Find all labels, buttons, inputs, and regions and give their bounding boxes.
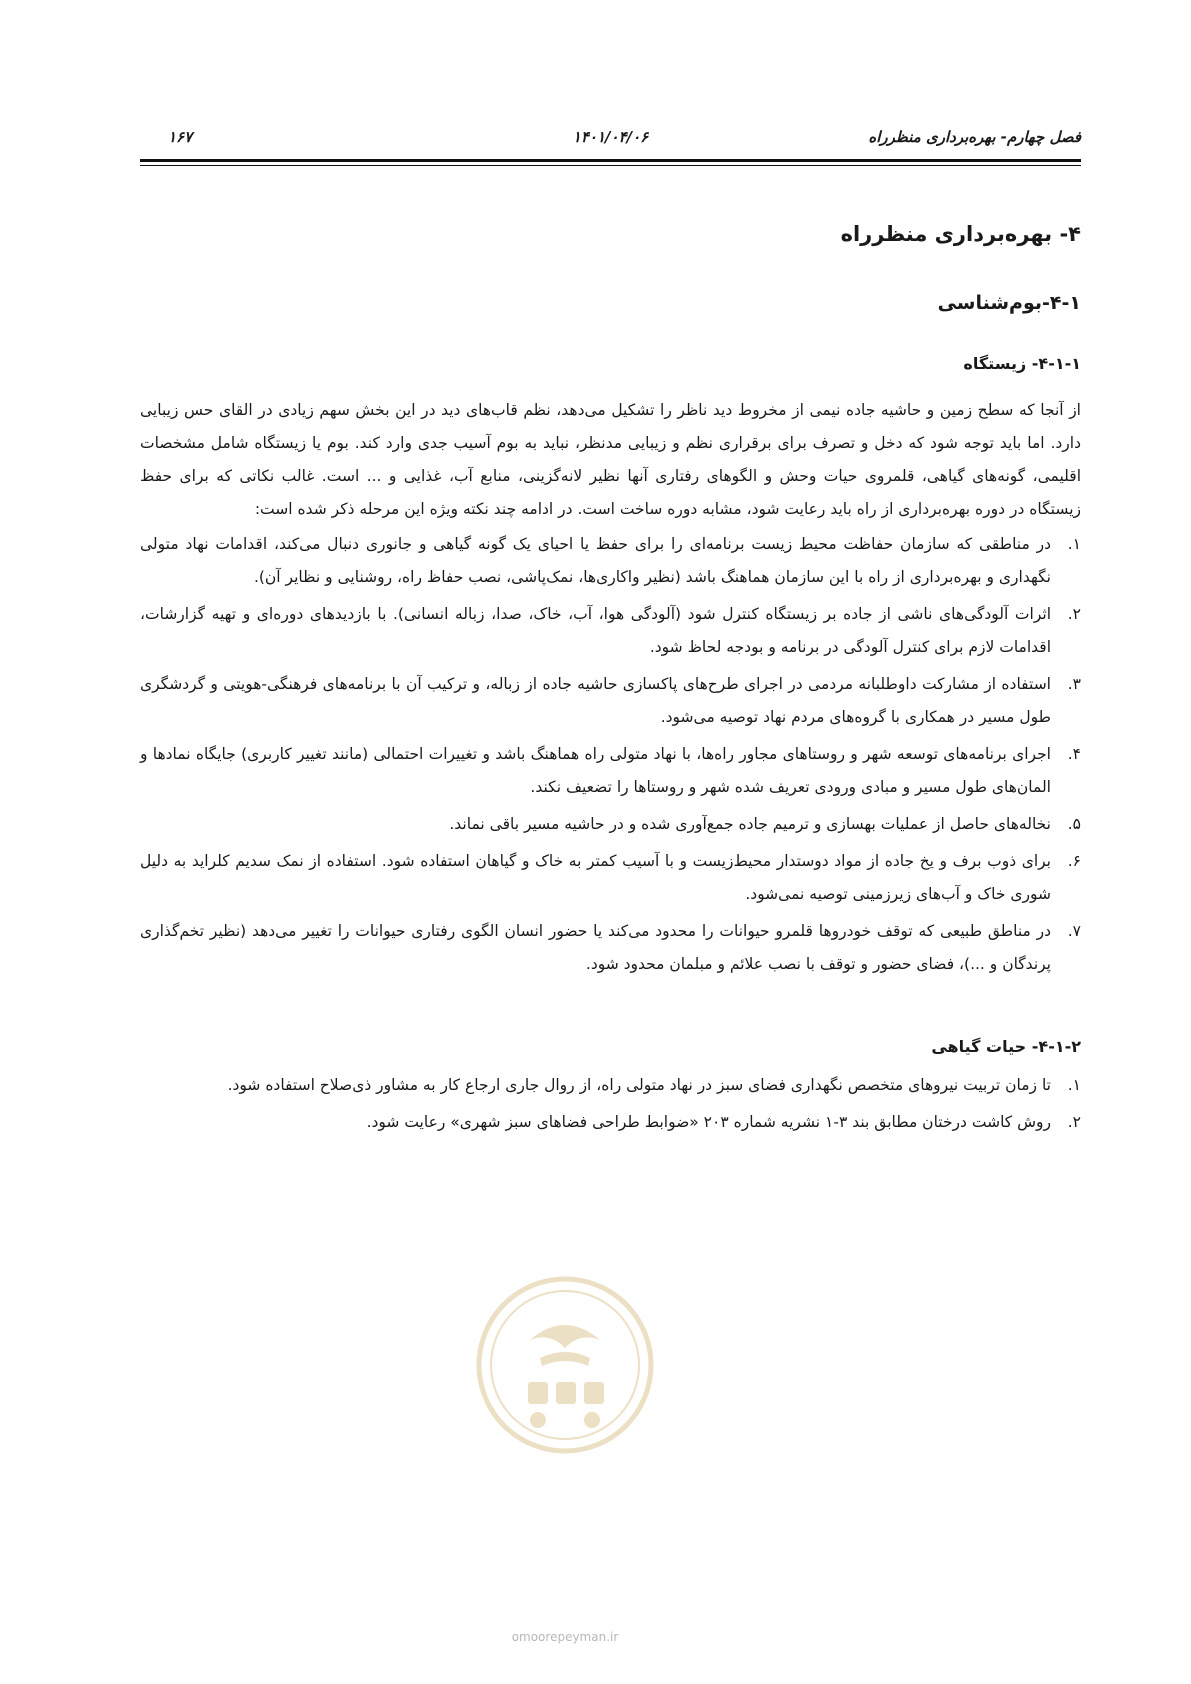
plant-life-list (140, 1069, 1081, 1139)
list-item-number: ۴. (1067, 745, 1081, 763)
watermark-site: omoorepeyman.ir (511, 1630, 619, 1644)
list-item-number: ۳. (1067, 675, 1081, 693)
list-item-number: ۱. (1067, 535, 1081, 553)
list-item-number: ۲. (1067, 605, 1081, 623)
chapter-heading: ۴- بهره‌برداری منظرراه (840, 222, 1081, 246)
list-item-text: اجرای برنامه‌های توسعه شهر و روستاهای مجاور راه‌ها، با نهاد متولی راه هماهنگ باشد و تغییرات احتمالی (مانند تغییر کاربری) جایگاه نمادها و المان‌های طول مسیر و مبادی ورودی تعریف شده شهر و روستاها را تضعیف نکند. (140, 745, 1051, 796)
list-item (140, 738, 1081, 804)
list-item-number: ۶. (1067, 852, 1081, 870)
section-heading: ۴-۱-بوم‌شناسی (937, 292, 1081, 314)
header-date: ۱۴۰۱/۰۴/۰۶ (572, 128, 649, 146)
subsection-heading-plant-life: ۴-۱-۲- حیات گیاهی (931, 1037, 1081, 1056)
habitat-list (140, 528, 1081, 981)
list-item (140, 1069, 1081, 1102)
list-item-number: ۷. (1067, 922, 1081, 940)
subsection-heading-habitat: ۴-۱-۱- زیستگاه (963, 354, 1081, 373)
watermark-logo-icon (470, 1270, 660, 1460)
list-item-text: برای ذوب برف و یخ جاده از مواد دوستدار محیط‌زیست و با آسیب کمتر به خاک و گیاهان استفاده شود. استفاده از نمک سدیم کلراید به دلیل شوری خاک و آب‌های زیرزمینی توصیه نمی‌شود. (140, 852, 1051, 903)
list-item (140, 845, 1081, 911)
list-item (140, 598, 1081, 664)
list-item-text: اثرات آلودگی‌های ناشی از جاده بر زیستگاه کنترل شود (آلودگی هوا، آب، خاک، صدا، زباله انسانی). با بازدیدهای دوره‌ای و تهیه گزارشات، اقدامات لازم برای کنترل آلودگی در برنامه و بودجه لحاظ شود. (140, 605, 1051, 656)
list-item (140, 528, 1081, 594)
header-rule-thin (140, 165, 1081, 166)
list-item (140, 1106, 1081, 1139)
list-item-text: استفاده از مشارکت داوطلبانه مردمی در اجرای طرح‌های پاکسازی حاشیه جاده از زباله، و ترکیب آن با برنامه‌های فرهنگی-هویتی و گردشگری طول مسیر در همکاری با گروه‌های مردم نهاد توصیه می‌شود. (140, 675, 1051, 726)
list-item-number: ۲. (1067, 1113, 1081, 1131)
header-chapter-title: فصل چهارم- بهره‌برداری منظرراه (868, 128, 1081, 146)
list-item-text: روش کاشت درختان مطابق بند ۳-۱ نشریه شماره ۲۰۳ «ضوابط طراحی فضاهای سبز شهری» رعایت شود. (366, 1113, 1051, 1131)
list-item (140, 808, 1081, 841)
list-item-number: ۵. (1067, 815, 1081, 833)
list-item-text: در مناطقی که سازمان حفاظت محیط زیست برنامه‌ای را برای حفظ یا احیای یک گونه گیاهی و جانوری دنبال می‌کند، اقدامات نهاد متولی نگهداری و بهره‌برداری از راه با این سازمان هماهنگ باشد (نظیر واکاری‌ها، نمک‌پاشی، نصب حفاظ راه، روشنایی و نظایر آن). (140, 535, 1051, 586)
list-item-text: در مناطق طبیعی که توقف خودروها قلمرو حیوانات را محدود می‌کند یا حضور انسان الگوی رفتاری حیوانات را تغییر می‌دهد (نظیر تخم‌گذاری پرندگان و ...)، فضای حضور و توقف با نصب علائم و مبلمان محدود شود. (140, 922, 1051, 973)
page-content (140, 200, 1081, 1143)
list-item-number: ۱. (1067, 1076, 1081, 1094)
list-item-text: نخاله‌های حاصل از عملیات بهسازی و ترمیم جاده جمع‌آوری شده و در حاشیه مسیر باقی نماند. (449, 815, 1051, 833)
list-item (140, 915, 1081, 981)
header-rule-thick (140, 159, 1081, 162)
list-item-text: تا زمان تربیت نیروهای متخصص نگهداری فضای سبز در نهاد متولی راه، از روال جاری ارجاع کار به مشاور ذی‌صلاح استفاده شود. (227, 1076, 1051, 1094)
habitat-paragraph: از آنجا که سطح زمین و حاشیه جاده نیمی از مخروط دید ناظر را تشکیل می‌دهد، نظم قاب‌های دید در این بخش سهم زیادی در القای حس زیبایی دارد. اما باید توجه شود که دخل و تصرف برای برقراری نظم و زیبایی مدنظر، نباید به بوم آسیب جدی وارد کند. بوم یا زیستگاه شامل مشخصات اقلیمی، گونه‌های گیاهی، قلمروی حیات وحش و الگوهای رفتاری آنها نظیر لانه‌گزینی، منابع آب، غذایی و ... است. غالب نکاتی که برای حفظ زیستگاه در دوره بهره‌برداری از راه باید رعایت شود، مشابه دوره ساخت است. در ادامه چند نکته ویژه این مرحله ذکر شده است: (140, 401, 1081, 518)
header-page-number: ۱۶۷ (168, 128, 193, 146)
page-header (140, 128, 1081, 152)
list-item (140, 668, 1081, 734)
